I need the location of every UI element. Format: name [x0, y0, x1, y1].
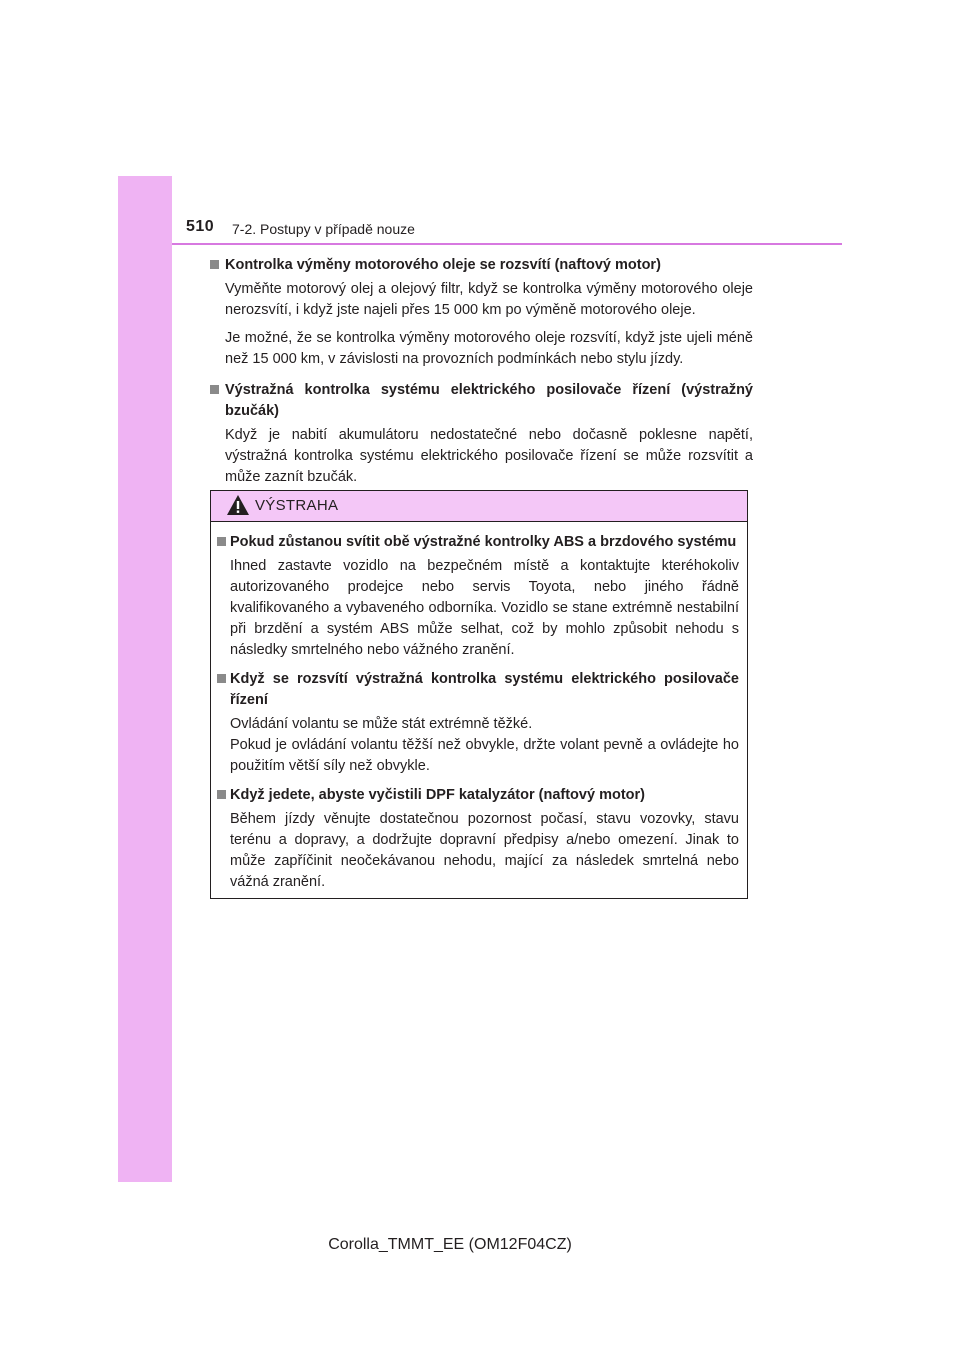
- section-power-steering: [208, 380, 753, 488]
- warning-section-abs: [217, 532, 739, 661]
- warning-box: [210, 490, 748, 899]
- chapter-title: 7-2. Postupy v případě nouze: [232, 221, 415, 237]
- warning-heading: Pokud zůstanou svítit obě výstražné kontrolky ABS a brzdového systému: [217, 532, 739, 553]
- square-bullet-icon: [210, 260, 219, 269]
- footer-model-code: Corolla_TMMT_EE (OM12F04CZ): [328, 1236, 572, 1253]
- paragraph: Když je nabití akumulátoru nedostatečné nebo dočasně poklesne napětí, výstražná kontrolka systému elektrického posilovače řízení se může rozsvítit a může zaznít bzučák.: [225, 427, 753, 485]
- main-content: [208, 255, 753, 498]
- square-bullet-icon: [210, 385, 219, 394]
- section-oil-change: [208, 255, 753, 370]
- warning-paragraph: Pokud je ovládání volantu těžší než obvykle, držte volant pevně a ovládejte ho použitím větší síly než obvykle.: [230, 737, 739, 774]
- paragraph: Je možné, že se kontrolka výměny motorového oleje rozsvítí, když jste ujeli méně než 15 000 km, v závislosti na provozních podmínkách nebo stylu jízdy.: [225, 330, 753, 367]
- warning-heading: Když jedete, abyste vyčistili DPF katalyzátor (naftový motor): [217, 785, 739, 806]
- warning-paragraph: Ovládání volantu se může stát extrémně těžké.: [230, 716, 533, 732]
- warning-body: [211, 522, 747, 893]
- page-number: 510: [186, 218, 215, 235]
- paragraph: Vyměňte motorový olej a olejový filtr, když se kontrolka výměny motorového oleje nerozsvítí, i když jste najeli přes 15 000 km po výměně motorového oleje.: [225, 281, 753, 318]
- warning-header: [211, 491, 747, 522]
- side-tab-bar: [118, 176, 172, 1182]
- warning-section-steering: [217, 669, 739, 777]
- square-bullet-icon: [217, 790, 226, 799]
- warning-section-dpf: [217, 785, 739, 893]
- warning-label: VÝSTRAHA: [255, 497, 339, 514]
- warning-heading: Když se rozsvítí výstražná kontrolka systému elektrického posilovače řízení: [217, 669, 739, 711]
- warning-triangle-icon: [226, 494, 250, 516]
- square-bullet-icon: [217, 537, 226, 546]
- header-divider: [172, 243, 842, 245]
- section-heading: Kontrolka výměny motorového oleje se rozsvítí (naftový motor): [208, 255, 753, 276]
- square-bullet-icon: [217, 674, 226, 683]
- warning-paragraph: Během jízdy věnujte dostatečnou pozornost počasí, stavu vozovky, stavu terénu a dopravy, a dodržujte dopravní předpisy a/nebo omezení. Jinak to může zapříčinit neočekávanou nehodu, mající za následek smrtelná nebo vážná zranění.: [230, 811, 739, 890]
- section-heading: Výstražná kontrolka systému elektrického posilovače řízení (výstražný bzučák): [208, 380, 753, 422]
- footer: [0, 1236, 960, 1254]
- warning-paragraph: Ihned zastavte vozidlo na bezpečném místě a kontaktujte kteréhokoliv autorizovaného prodejce nebo servis Toyota, nebo jiného řádně kvalifikovaného a vybaveného odborníka. Vozidlo se stane extrémně nestabilní při brzdění a systém ABS může selhat, což by mohlo způsobit nehodu s následky smrtelného nebo vážného zranění.: [230, 558, 739, 658]
